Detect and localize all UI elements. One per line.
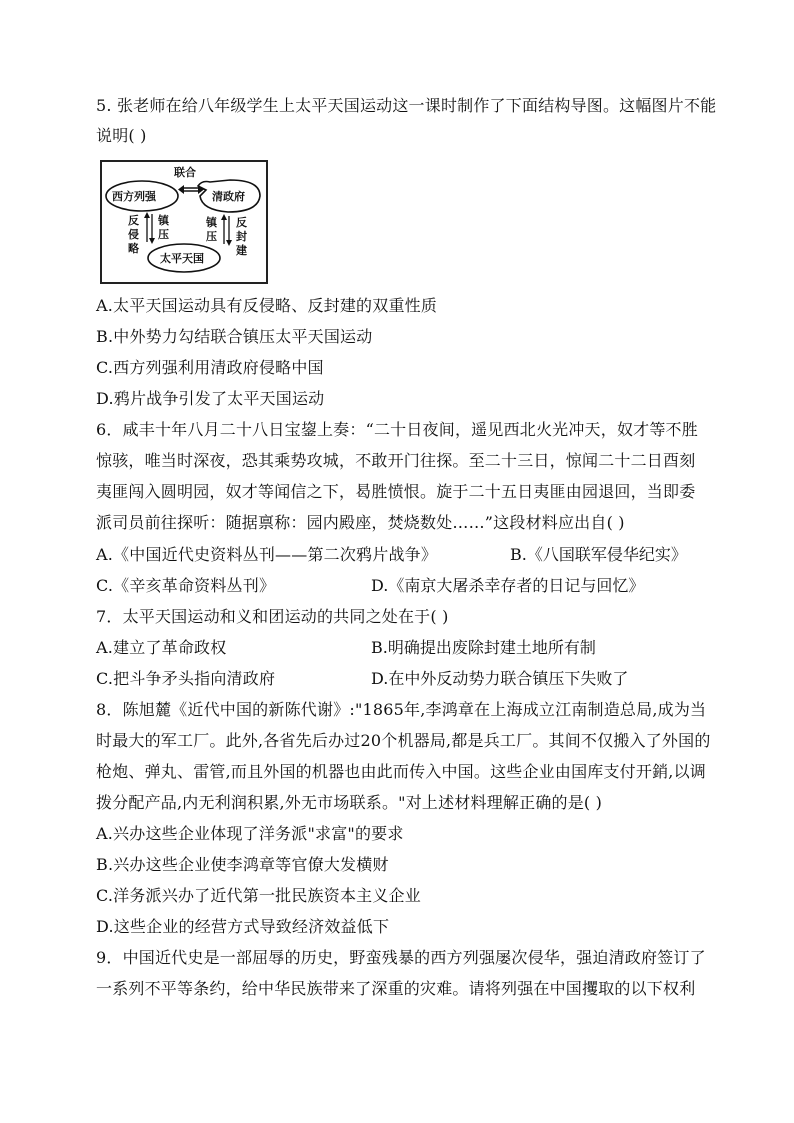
q8-stem-line-4: 拨分配产品,内无利润积累,外无市场联系。"对上述材料理解正确的是( ) [96, 793, 603, 812]
q7-option-a: A.建立了革命政权 [96, 638, 227, 657]
q6-stem-line-2: 惊骇，唯当时深夜，恐其乘势攻城，不敢开门往探。至二十三日，惊闻二十二日酉刻 [96, 451, 696, 470]
q5-option-a: A.太平天国运动具有反侵略、反封建的双重性质 [96, 296, 438, 315]
q6-option-b: B.《八国联军侵华纪实》 [510, 545, 687, 564]
label-western-powers: 西方列强 [112, 190, 156, 203]
q8-stem-line-1: 8．陈旭麓《近代中国的新陈代谢》:"1865年,李鸿章在上海成立江南制造总局,成为当 [96, 700, 707, 719]
q5-stem-line-2: 说明( ) [96, 126, 147, 145]
label-feng: 封 [236, 230, 247, 243]
label-qing-government: 清政府 [212, 190, 245, 203]
diagram-svg [102, 162, 266, 282]
label-lve: 略 [128, 242, 139, 255]
q7-option-d: D.在中外反动势力联合镇压下失败了 [371, 669, 629, 688]
q8-stem-line-2: 时最大的军工厂。此外,各省先后办过20个机器局,都是兵工厂。其间不仅搬入了外国的 [96, 731, 711, 750]
q8-stem-line-3: 枪炮、弹丸、雷管,而且外国的机器也由此而传入中国。这些企业由国库支付开銷,以调 [96, 762, 706, 781]
label-jian: 建 [236, 244, 247, 257]
q8-option-c: C.洋务派兴办了近代第一批民族资本主义企业 [96, 886, 421, 905]
label-zhen-left: 镇 [158, 214, 169, 227]
label-taiping: 太平天国 [160, 252, 204, 265]
q8-option-a: A.兴办这些企业体现了洋务派"求富"的要求 [96, 824, 404, 843]
q9-stem-line-1: 9．中国近代史是一部屈辱的历史，野蛮残暴的西方列强屡次侵华，强迫清政府签订了 [96, 948, 706, 967]
q6-stem-line-3: 夷匪闯入圆明园，奴才等闻信之下，曷胜愤恨。旋于二十五日夷匪由园退回，当即委 [96, 482, 696, 501]
q7-stem: 7．太平天国运动和义和团运动的共同之处在于( ) [96, 607, 449, 626]
q5-stem-line-1: 5. 张老师在给八年级学生上太平天国运动这一课时制作了下面结构导图。这幅图片不能 [96, 96, 717, 115]
q7-option-b: B.明确提出废除封建土地所有制 [371, 638, 596, 657]
label-fan: 反 [128, 214, 139, 227]
label-ya-left: 压 [158, 228, 169, 241]
q8-option-d: D.这些企业的经营方式导致经济效益低下 [96, 917, 390, 936]
q7-option-c: C.把斗争矛头指向清政府 [96, 669, 276, 688]
q5-option-d: D.鸦片战争引发了太平天国运动 [96, 389, 325, 408]
label-lianhe: 联合 [174, 166, 196, 179]
label-ya-right: 压 [206, 230, 217, 243]
q6-option-d: D.《南京大屠杀幸存者的日记与回忆》 [371, 576, 645, 595]
structure-diagram [100, 160, 268, 284]
q6-stem-line-1: 6．咸丰十年八月二十八日宝鋆上奏：“二十日夜间，遥见西北火光冲天，奴才等不胜 [96, 420, 698, 439]
q5-option-c: C.西方列强利用清政府侵略中国 [96, 358, 324, 377]
label-zhen-right: 镇 [206, 216, 217, 229]
q9-stem-line-2: 一系列不平等条约，给中华民族带来了深重的灾难。请将列强在中国攫取的以下权利 [96, 979, 696, 998]
q5-option-b: B.中外势力勾结联合镇压太平天国运动 [96, 327, 373, 346]
q6-stem-line-4: 派司员前往探听：随据禀称：园内殿座，焚烧数处……”这段材料应出自( ) [96, 513, 625, 532]
q6-option-a: A.《中国近代史资料丛刊——第二次鸦片战争》 [96, 545, 438, 564]
q6-option-c: C.《辛亥革命资料丛刊》 [96, 576, 276, 595]
q8-option-b: B.兴办这些企业使李鸿章等官僚大发横财 [96, 855, 389, 874]
label-qin: 侵 [128, 228, 139, 241]
label-fan-right: 反 [236, 216, 247, 229]
arrow-left-head [178, 185, 184, 194]
